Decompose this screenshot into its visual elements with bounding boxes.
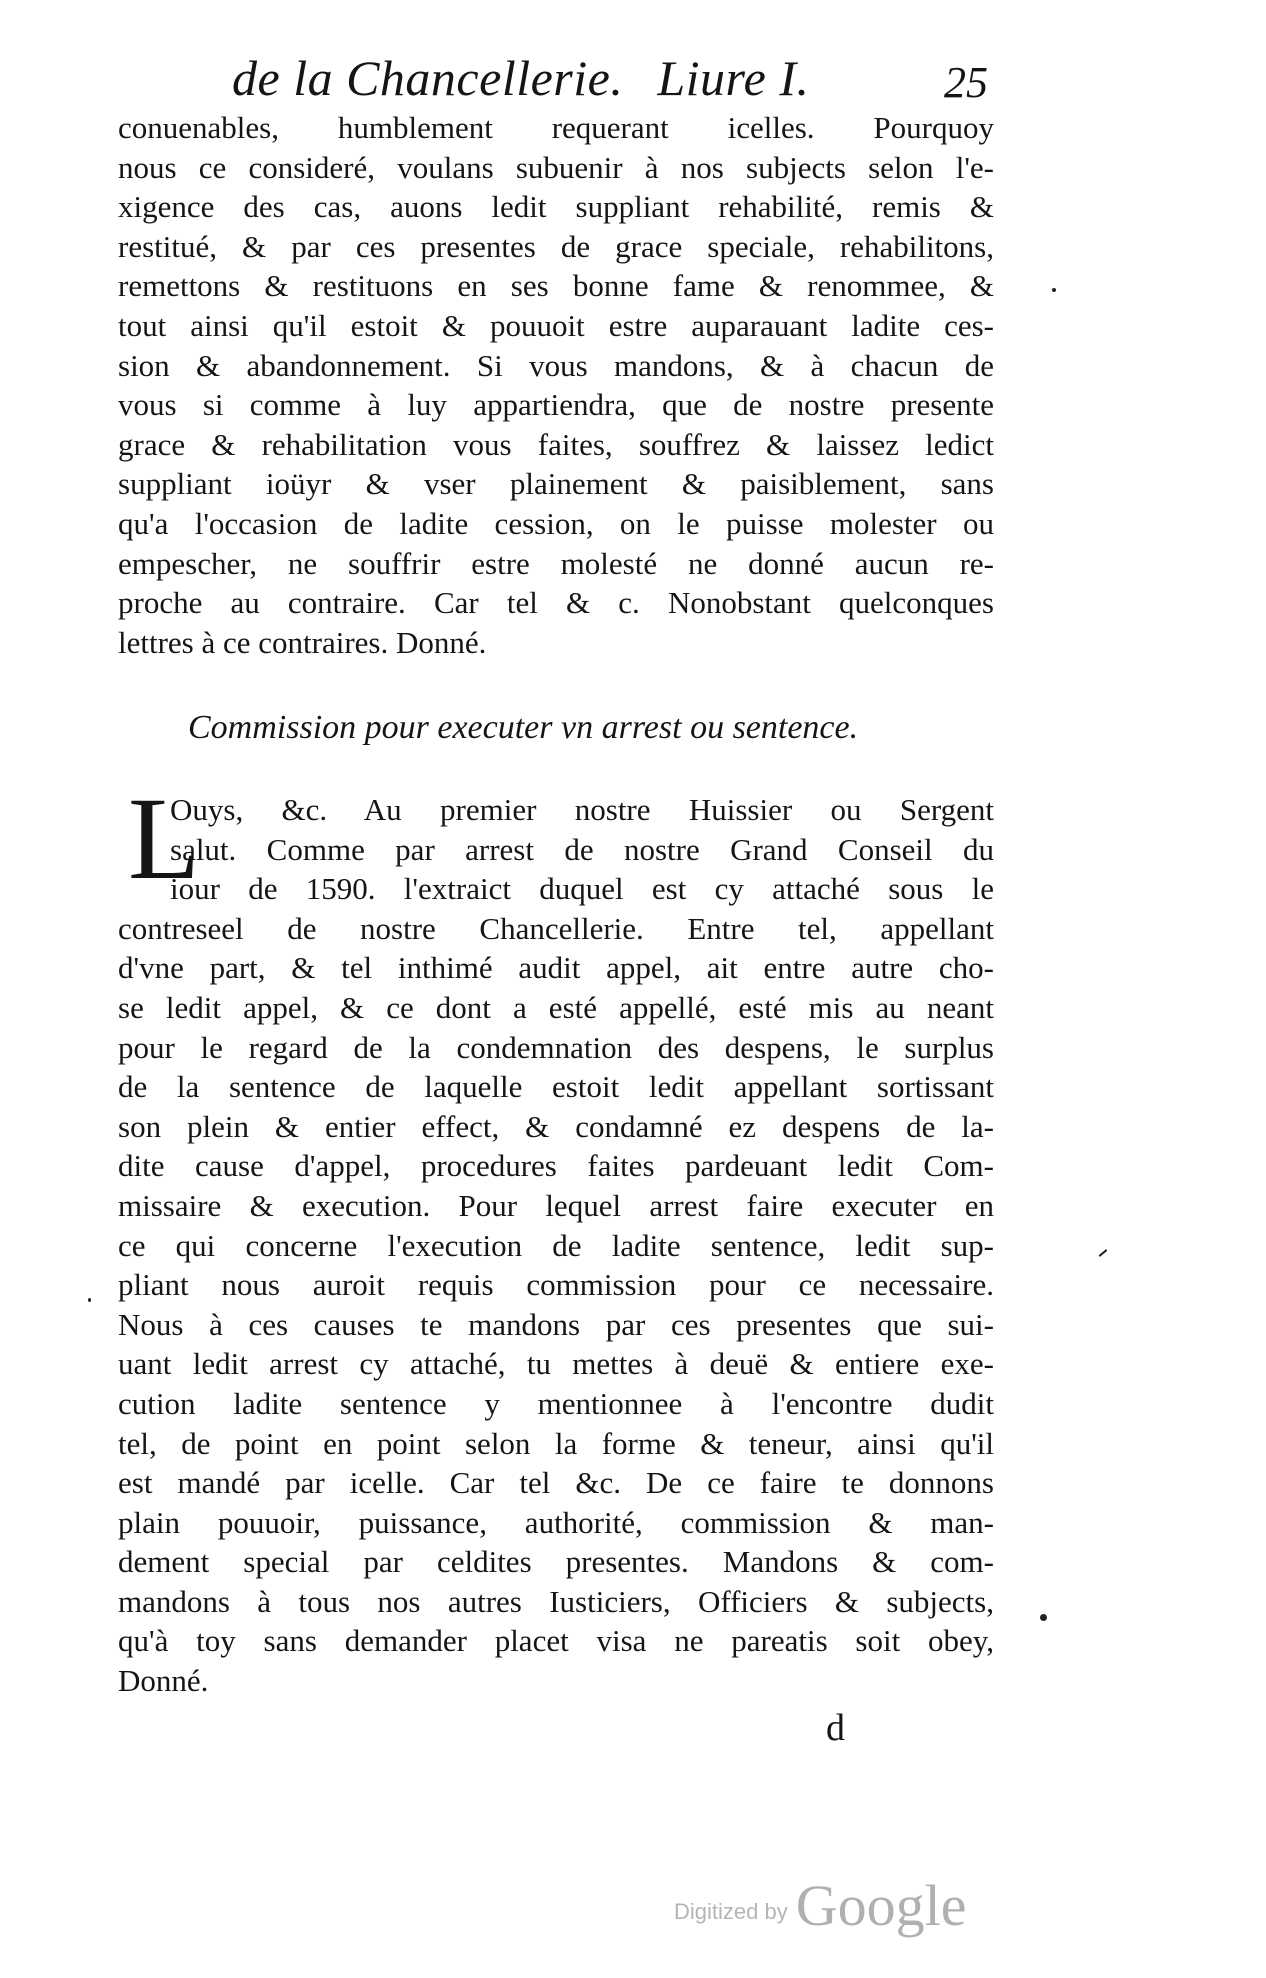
ink-speck xyxy=(1099,1249,1108,1257)
text-line: dite cause d'appel, procedures faites pardeuant ledit Com- xyxy=(118,1148,994,1184)
text-line: de la sentence de laquelle estoit ledit appellant sortissant xyxy=(118,1069,994,1105)
text-line: pliant nous auroit requis commission pour ce necessaire. xyxy=(118,1267,994,1303)
book-number: Liure I. xyxy=(657,50,810,106)
text-line: salut. Comme par arrest de nostre Grand Conseil du xyxy=(170,831,994,867)
text-line: grace & rehabilitation vous faites, souffrez & laissez ledict xyxy=(118,426,994,462)
text-line: tel, de point en point selon la forme & teneur, ainsi qu'il xyxy=(118,1425,994,1461)
ink-speck xyxy=(1052,288,1056,292)
text-line: pour le regard de la condemnation des despens, le surplus xyxy=(118,1029,994,1065)
text-line: Donné. xyxy=(118,1663,209,1699)
text-line: proche au contraire. Car tel & c. Nonobstant quelconques xyxy=(118,585,994,621)
text-line: contreseel de nostre Chancellerie. Entre tel, appellant xyxy=(118,910,994,946)
text-line: conuenables, humblement requerant icelles. Pourquoy xyxy=(118,110,994,145)
ink-speck xyxy=(1040,1614,1047,1621)
text-line: suppliant ioüyr & vser plainement & paisiblement, sans xyxy=(118,466,994,502)
signature-mark: d xyxy=(826,1707,845,1749)
text-line: xigence des cas, auons ledit suppliant rehabilité, remis & xyxy=(118,189,994,225)
text-line: remettons & restituons en ses bonne fame & renommee, & xyxy=(118,268,994,304)
text-line: son plein & entier effect, & condamné ez despens de la- xyxy=(118,1108,994,1144)
ink-speck xyxy=(88,1298,91,1302)
page-number: 25 xyxy=(944,58,988,107)
text-line: mandons à tous nos autres Iusticiers, Officiers & subjects, xyxy=(118,1583,994,1619)
running-title: de la Chancellerie. xyxy=(232,50,624,106)
text-block-continuation xyxy=(118,108,994,662)
text-line: empescher, ne souffrir estre molesté ne donné aucun re- xyxy=(118,545,994,581)
text-line: dement special par celdites presentes. Mandons & com- xyxy=(118,1544,994,1580)
text-line: vous si comme à luy appartiendra, que de nostre presente xyxy=(118,387,994,423)
text-line: Ouys, &c. Au premier nostre Huissier ou Sergent xyxy=(170,792,994,827)
text-line: plain pouuoir, puissance, authorité, commission & man- xyxy=(118,1504,994,1540)
text-line: est mandé par icelle. Car tel &c. De ce faire te donnons xyxy=(118,1465,994,1501)
text-line: qu'à toy sans demander placet visa ne pareatis soit obey, xyxy=(118,1623,994,1659)
text-line: missaire & execution. Pour lequel arrest faire executer en xyxy=(118,1187,994,1223)
running-head xyxy=(232,48,810,108)
drop-cap: L xyxy=(128,773,201,904)
text-line: lettres à ce contraires. Donné. xyxy=(118,624,487,660)
text-line: ce qui concerne l'execution de ladite sentence, ledit sup- xyxy=(118,1227,994,1263)
text-line: d'vne part, & tel inthimé audit appel, ait entre autre cho- xyxy=(118,950,994,986)
text-line: se ledit appel, & ce dont a esté appellé, esté mis au neant xyxy=(118,989,994,1025)
text-line: restitué, & par ces presentes de grace speciale, rehabilitons, xyxy=(118,228,994,264)
section-heading: Commission pour executer vn arrest ou sentence. xyxy=(188,709,859,746)
text-line: nous ce consideré, voulans subuenir à nos subjects selon l'e- xyxy=(118,149,994,185)
text-block-commission xyxy=(118,790,994,1701)
text-line: iour de 1590. l'extraict duquel est cy attaché sous le xyxy=(170,871,994,907)
google-logo: Google xyxy=(795,1873,967,1938)
text-line: Nous à ces causes te mandons par ces presentes que sui- xyxy=(118,1306,994,1342)
text-line: uant ledit arrest cy attaché, tu mettes à deuë & entiere exe- xyxy=(118,1346,994,1382)
text-line: sion & abandonnement. Si vous mandons, & à chacun de xyxy=(118,347,994,383)
digitized-watermark xyxy=(674,1872,966,1939)
digitized-by-text: Digitized by xyxy=(674,1899,788,1924)
text-line: cution ladite sentence y mentionnee à l'encontre dudit xyxy=(118,1385,994,1421)
text-line: qu'a l'occasion de ladite cession, on le puisse molester ou xyxy=(118,505,994,541)
text-line: tout ainsi qu'il estoit & pouuoit estre auparauant ladite ces- xyxy=(118,307,994,343)
